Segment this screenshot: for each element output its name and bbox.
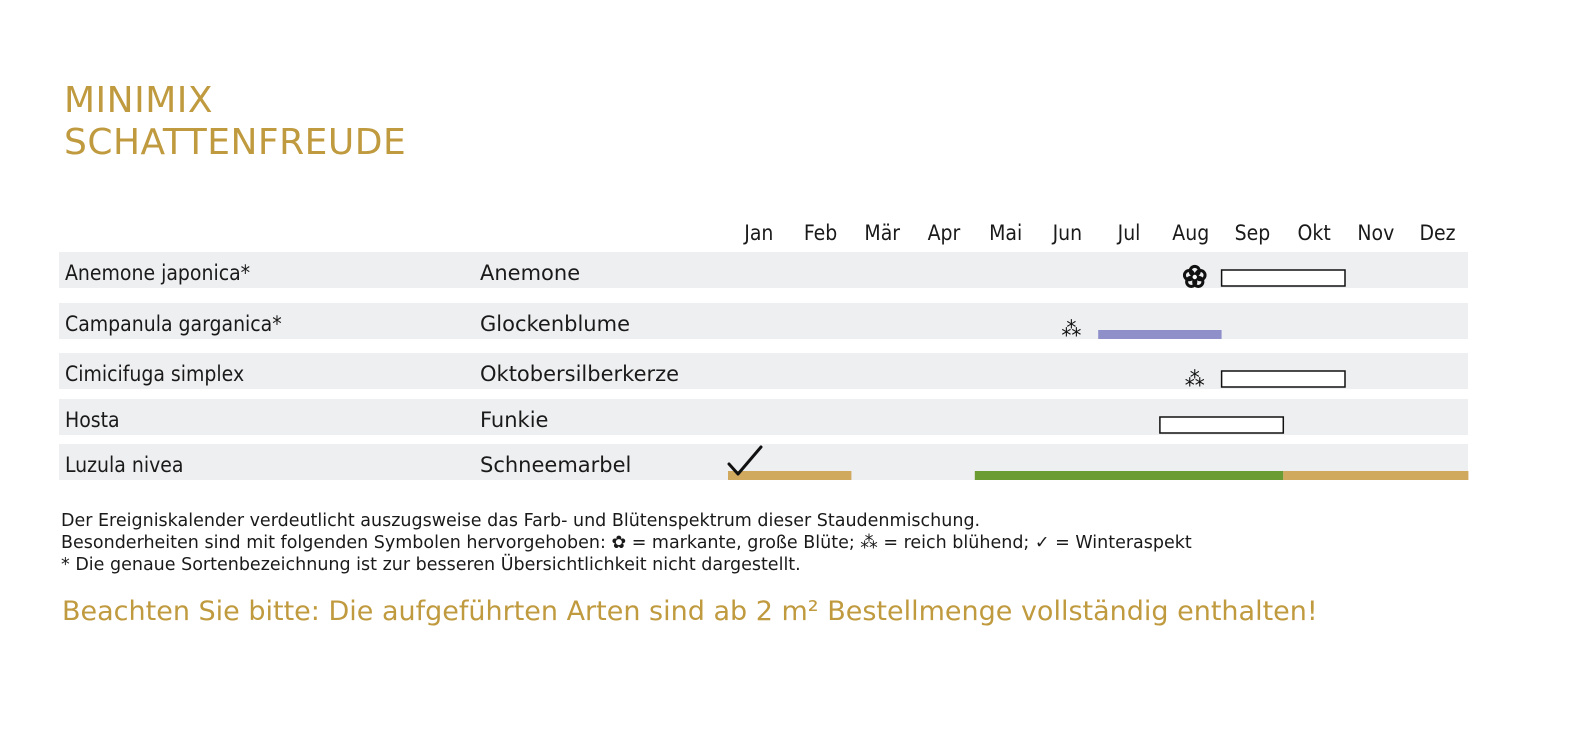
row-german-name: Funkie [480, 408, 549, 432]
month-header-0: Jan [744, 221, 774, 245]
rich-bloom-icon: ⁂ [1061, 317, 1082, 341]
title-line-1: MINIMIX [64, 80, 214, 121]
row-latin-name: Hosta [65, 408, 120, 432]
title-line-2: SCHATTENFREUDE [64, 122, 407, 163]
note-line-1: Der Ereigniskalender verdeutlicht auszugsweise das Farb- und Blütenspektrum dieser Staudenmischung. [61, 511, 981, 531]
month-header-1: Feb [803, 221, 838, 245]
note-line-3: * Die genaue Sortenbezeichnung ist zur besseren Übersichtlichkeit nicht dargestellt. [61, 555, 801, 575]
rich-bloom-icon: ⁂ [1184, 367, 1205, 391]
month-header-6: Jul [1117, 221, 1141, 245]
row-latin-name: Anemone japonica* [65, 261, 251, 285]
row-latin-name: Cimicifuga simplex [65, 362, 245, 386]
bloom-bar-2-0 [1222, 371, 1345, 387]
bloom-bar-4-0 [728, 471, 851, 480]
month-header-7: Aug [1172, 221, 1210, 245]
month-header-8: Sep [1234, 221, 1271, 245]
bloom-bar-3-0 [1160, 417, 1283, 433]
bloom-bar-4-2 [1283, 471, 1468, 480]
month-header-10: Nov [1357, 221, 1395, 245]
bloom-bar-0-0 [1222, 270, 1345, 286]
row-german-name: Schneemarbel [480, 453, 632, 477]
month-header-9: Okt [1297, 221, 1331, 245]
note-line-2: Besonderheiten sind mit folgenden Symbolen hervorgehoben: ✿ = markante, große Blüte; ⁂ = reich blühend; ✓ = Winteraspekt [61, 533, 1192, 553]
order-notice: Beachten Sie bitte: Die aufgeführten Arten sind ab 2 m² Bestellmenge vollständig enthalten! [62, 596, 1318, 627]
bloom-bar-4-1 [975, 471, 1284, 480]
row-latin-name: Campanula garganica* [65, 312, 282, 336]
row-latin-name: Luzula nivea [65, 453, 184, 477]
row-german-name: Anemone [480, 261, 581, 285]
month-header-2: Mär [864, 221, 901, 245]
month-header-11: Dez [1419, 221, 1456, 245]
month-header-5: Jun [1052, 221, 1083, 245]
row-german-name: Oktobersilberkerze [480, 362, 680, 386]
month-header-4: Mai [989, 221, 1023, 245]
legend-notes [61, 510, 1192, 576]
month-header-3: Apr [927, 221, 961, 245]
row-german-name: Glockenblume [480, 312, 630, 336]
bloom-bar-1-0 [1098, 330, 1221, 339]
